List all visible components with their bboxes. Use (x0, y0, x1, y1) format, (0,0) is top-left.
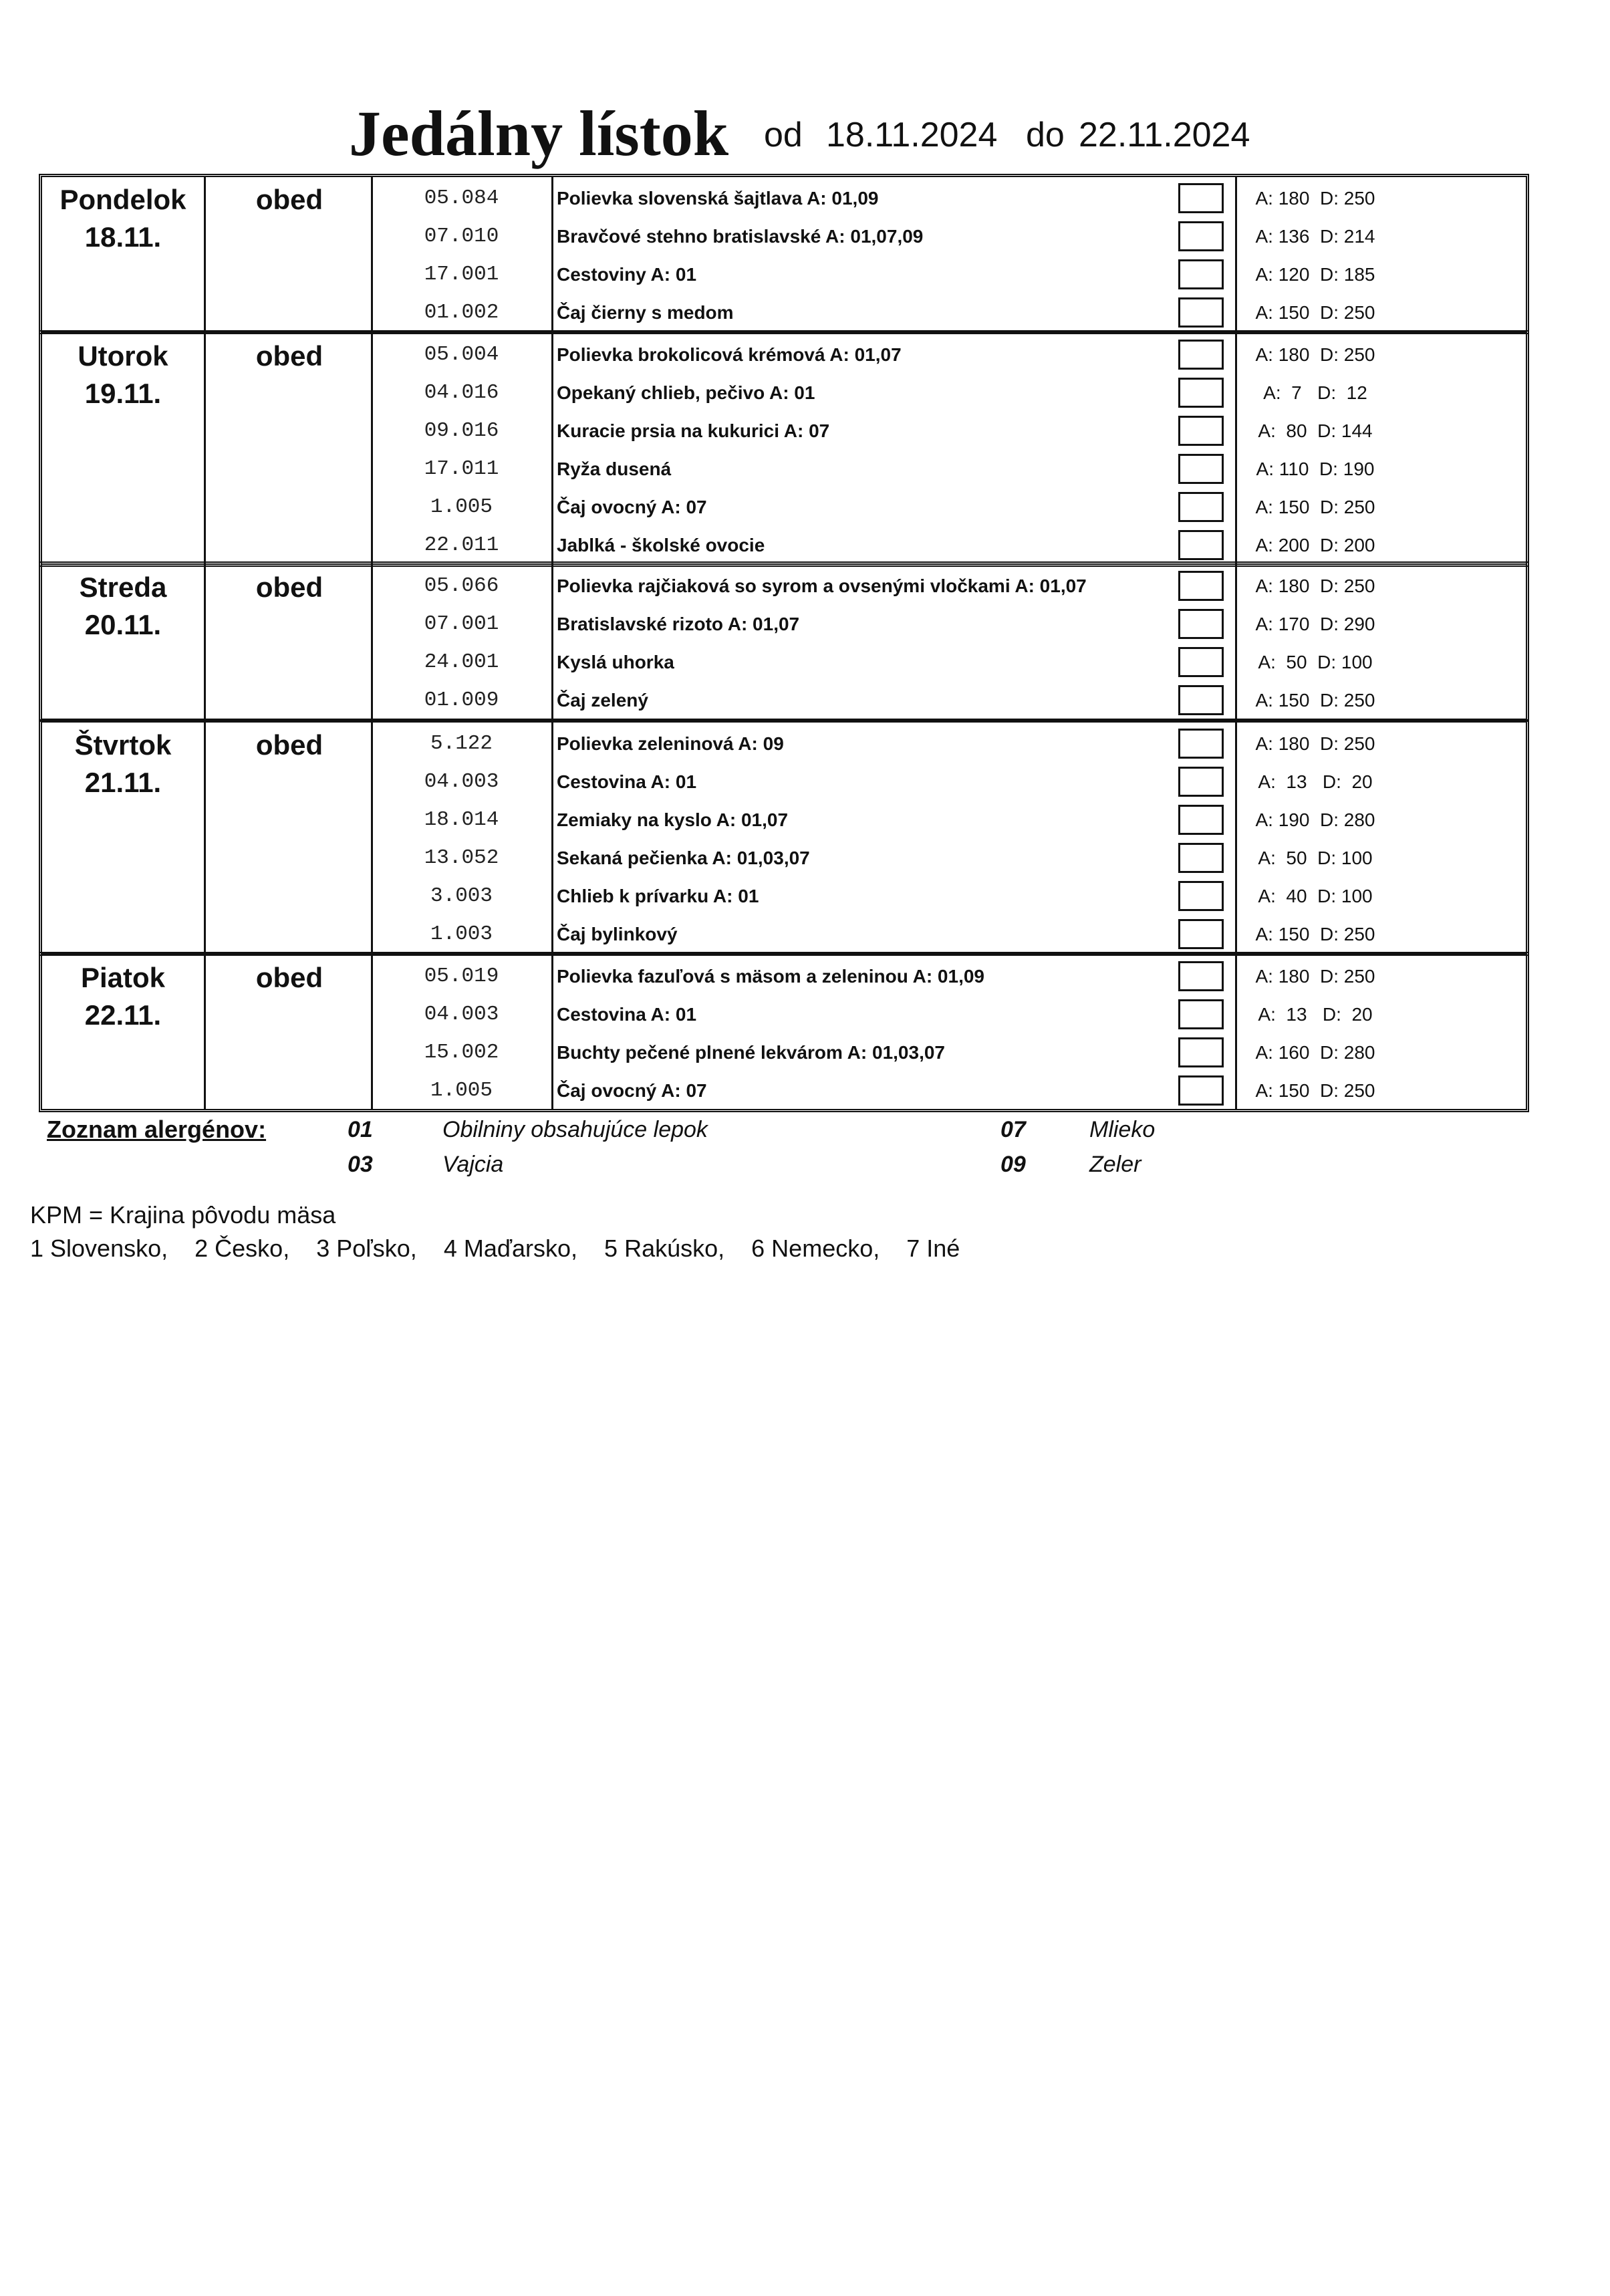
order-checkbox[interactable] (1178, 685, 1224, 715)
order-checkbox[interactable] (1178, 609, 1224, 639)
allergen-name: Zeler (1089, 1152, 1142, 1177)
menu-table (0, 0, 1610, 1136)
menu-item-row (42, 643, 1526, 681)
menu-item-row (42, 255, 1526, 293)
order-checkbox[interactable] (1178, 571, 1224, 601)
menu-item-row (42, 681, 1526, 719)
day-date: 22.11. (84, 999, 162, 1031)
meat-origin-country: 1 Slovensko, (30, 1235, 168, 1262)
day-block (39, 952, 1529, 1112)
dish-name: Cestoviny A: 01 (557, 264, 697, 285)
order-checkbox[interactable] (1178, 805, 1224, 835)
allergen-code: 01 (348, 1117, 373, 1142)
dish-code: 1.003 (430, 922, 493, 946)
dish-code: 24.001 (424, 650, 499, 674)
dish-code: 07.001 (424, 612, 499, 636)
order-checkbox[interactable] (1178, 919, 1224, 949)
dish-code: 04.003 (424, 770, 499, 793)
menu-item-row (42, 488, 1526, 526)
meat-origin-legend (0, 1191, 1610, 1265)
dish-name: Čaj čierny s medom (557, 302, 734, 323)
meat-origin-country: 7 Iné (906, 1235, 960, 1262)
date-to-label: do (1026, 116, 1065, 154)
menu-item-row (42, 1033, 1526, 1071)
menu-item-row (42, 374, 1526, 412)
day-name: Streda (79, 571, 167, 603)
menu-item-row (42, 915, 1526, 953)
portion-size: A: 136 D: 214 (1255, 226, 1375, 247)
date-from: 18.11.2024 (826, 116, 998, 154)
portion-size: A: 170 D: 290 (1255, 614, 1375, 634)
day-date: 18.11. (84, 221, 162, 253)
dish-name: Čaj ovocný A: 07 (557, 497, 707, 517)
meat-origin-country-list (30, 1233, 960, 1265)
order-checkbox[interactable] (1178, 259, 1224, 289)
portion-size: A: 150 D: 250 (1255, 1080, 1375, 1101)
day-block (39, 174, 1529, 334)
order-checkbox[interactable] (1178, 221, 1224, 251)
order-checkbox[interactable] (1178, 454, 1224, 484)
dish-name: Buchty pečené plnené lekvárom A: 01,03,07 (557, 1042, 945, 1063)
menu-item-row (42, 450, 1526, 488)
portion-size: A: 200 D: 200 (1255, 535, 1375, 555)
meal-type: obed (255, 962, 323, 993)
day-block (39, 561, 1529, 722)
portion-size: A: 180 D: 250 (1255, 576, 1375, 596)
order-checkbox[interactable] (1178, 492, 1224, 522)
dish-code: 07.010 (424, 225, 499, 248)
dish-code: 1.005 (430, 495, 493, 519)
order-checkbox[interactable] (1178, 183, 1224, 213)
portion-size: A: 110 D: 190 (1256, 459, 1375, 479)
menu-item-row (42, 217, 1526, 255)
meat-origin-country: 3 Poľsko, (316, 1235, 417, 1262)
allergen-name: Vajcia (442, 1152, 504, 1177)
dish-name: Bratislavské rizoto A: 01,07 (557, 614, 800, 634)
dish-code: 04.003 (424, 1003, 499, 1026)
dish-name: Jablká - školské ovocie (557, 535, 765, 555)
portion-size: A: 7 D: 12 (1263, 382, 1367, 403)
day-name: Utorok (78, 340, 168, 372)
day-name: Piatok (80, 962, 166, 993)
dish-code: 15.002 (424, 1041, 499, 1064)
portion-size: A: 13 D: 20 (1258, 771, 1373, 792)
day-name: Štvrtok (74, 729, 172, 761)
portion-size: A: 13 D: 20 (1258, 1004, 1373, 1025)
dish-name: Polievka fazuľová s mäsom a zeleninou A: 01,09 (557, 966, 984, 987)
dish-code: 5.122 (430, 732, 493, 755)
portion-size: A: 150 D: 250 (1255, 302, 1375, 323)
dish-code: 01.002 (424, 301, 499, 324)
dish-code: 13.052 (424, 846, 499, 870)
day-name: Pondelok (59, 184, 186, 215)
order-checkbox[interactable] (1178, 530, 1224, 560)
dish-name: Bravčové stehno bratislavské A: 01,07,09 (557, 226, 924, 247)
menu-item-row (42, 567, 1526, 605)
portion-size: A: 150 D: 250 (1255, 924, 1375, 944)
dish-code: 17.001 (424, 263, 499, 286)
dish-name: Chlieb k prívarku A: 01 (557, 886, 759, 906)
dish-code: 22.011 (424, 533, 499, 557)
dish-name: Čaj bylinkový (557, 924, 678, 944)
dish-name: Polievka brokolicová krémová A: 01,07 (557, 344, 902, 365)
meat-origin-country: 6 Nemecko, (751, 1235, 880, 1262)
order-checkbox[interactable] (1178, 881, 1224, 911)
day-block (39, 719, 1529, 956)
menu-item-row (42, 877, 1526, 915)
portion-size: A: 180 D: 250 (1255, 344, 1375, 365)
dish-code: 1.005 (430, 1079, 493, 1102)
dish-code: 05.004 (424, 343, 499, 366)
dish-name: Polievka zeleninová A: 09 (557, 733, 784, 754)
portion-size: A: 190 D: 280 (1255, 809, 1375, 830)
dish-name: Zemiaky na kyslo A: 01,07 (557, 809, 789, 830)
order-checkbox[interactable] (1178, 961, 1224, 991)
dish-name: Polievka slovenská šajtlava A: 01,09 (557, 188, 879, 209)
meal-type: obed (255, 571, 323, 603)
order-checkbox[interactable] (1178, 843, 1224, 873)
dish-code: 05.066 (424, 574, 499, 598)
dish-name: Polievka rajčiaková so syrom a ovsenými vločkami A: 01,07 (557, 576, 1087, 596)
menu-item-row (42, 605, 1526, 643)
order-checkbox[interactable] (1178, 647, 1224, 677)
dish-code: 17.011 (424, 457, 499, 481)
menu-item-row (42, 995, 1526, 1033)
menu-item-row (42, 179, 1526, 217)
meat-origin-country: 2 Česko, (194, 1235, 290, 1262)
portion-size: A: 180 D: 250 (1255, 733, 1375, 754)
portion-size: A: 180 D: 250 (1255, 188, 1375, 209)
dish-code: 18.014 (424, 808, 499, 832)
dish-name: Cestovina A: 01 (557, 1004, 697, 1025)
portion-size: A: 150 D: 250 (1255, 690, 1375, 711)
menu-item-row (42, 412, 1526, 450)
allergen-legend (0, 1110, 1610, 1190)
dish-code: 04.016 (424, 381, 499, 404)
menu-item-row (42, 293, 1526, 332)
order-checkbox[interactable] (1178, 999, 1224, 1029)
portion-size: A: 160 D: 280 (1255, 1042, 1375, 1063)
day-date: 19.11. (84, 378, 162, 409)
dish-code: 01.009 (424, 688, 499, 712)
order-checkbox[interactable] (1178, 1075, 1224, 1106)
dish-name: Kyslá uhorka (557, 652, 674, 672)
dish-name: Čaj zelený (557, 690, 648, 711)
dish-name: Čaj ovocný A: 07 (557, 1080, 707, 1101)
order-checkbox[interactable] (1178, 767, 1224, 797)
dish-name: Ryža dusená (557, 459, 672, 479)
portion-size: A: 120 D: 185 (1255, 264, 1375, 285)
portion-size: A: 50 D: 100 (1258, 848, 1373, 868)
portion-size: A: 50 D: 100 (1258, 652, 1373, 672)
dish-code: 3.003 (430, 884, 493, 908)
day-date: 21.11. (84, 767, 162, 798)
dish-code: 05.084 (424, 186, 499, 210)
menu-item-row (42, 526, 1526, 564)
dish-code: 05.019 (424, 965, 499, 988)
order-checkbox[interactable] (1178, 340, 1224, 370)
meal-type: obed (255, 184, 323, 215)
menu-item-row (42, 801, 1526, 839)
meat-origin-country: 4 Maďarsko, (443, 1235, 578, 1262)
portion-size: A: 180 D: 250 (1255, 966, 1375, 987)
day-block (39, 330, 1529, 567)
order-checkbox[interactable] (1178, 1037, 1224, 1067)
dish-name: Sekaná pečienka A: 01,03,07 (557, 848, 810, 868)
meat-origin-title: KPM = Krajina pôvodu mäsa (30, 1201, 336, 1229)
date-from-label: od (764, 116, 803, 154)
allergen-name: Mlieko (1089, 1117, 1156, 1142)
allergen-legend-title: Zoznam alergénov: (47, 1116, 267, 1143)
order-checkbox[interactable] (1178, 378, 1224, 408)
allergen-code: 09 (1000, 1152, 1026, 1177)
dish-name: Opekaný chlieb, pečivo A: 01 (557, 382, 815, 403)
menu-item-row (42, 957, 1526, 995)
portion-size: A: 40 D: 100 (1258, 886, 1373, 906)
menu-item-row (42, 725, 1526, 763)
order-checkbox[interactable] (1178, 416, 1224, 446)
portion-size: A: 150 D: 250 (1255, 497, 1375, 517)
portion-size: A: 80 D: 144 (1258, 420, 1373, 441)
day-date: 20.11. (84, 609, 162, 640)
meat-origin-country: 5 Rakúsko, (604, 1235, 725, 1262)
allergen-name: Obilniny obsahujúce lepok (442, 1117, 708, 1142)
dish-name: Kuracie prsia na kukurici A: 07 (557, 420, 830, 441)
allergen-code: 07 (1000, 1117, 1026, 1142)
dish-code: 09.016 (424, 419, 499, 442)
menu-item-row (42, 336, 1526, 374)
page-title: Jedálny lístok (349, 98, 729, 169)
allergen-code: 03 (348, 1152, 373, 1177)
menu-item-row (42, 1071, 1526, 1110)
menu-item-row (42, 839, 1526, 877)
order-checkbox[interactable] (1178, 729, 1224, 759)
order-checkbox[interactable] (1178, 297, 1224, 328)
date-to: 22.11.2024 (1079, 116, 1250, 154)
meal-type: obed (255, 340, 323, 372)
dish-name: Cestovina A: 01 (557, 771, 697, 792)
menu-item-row (42, 763, 1526, 801)
meal-type: obed (255, 729, 323, 761)
